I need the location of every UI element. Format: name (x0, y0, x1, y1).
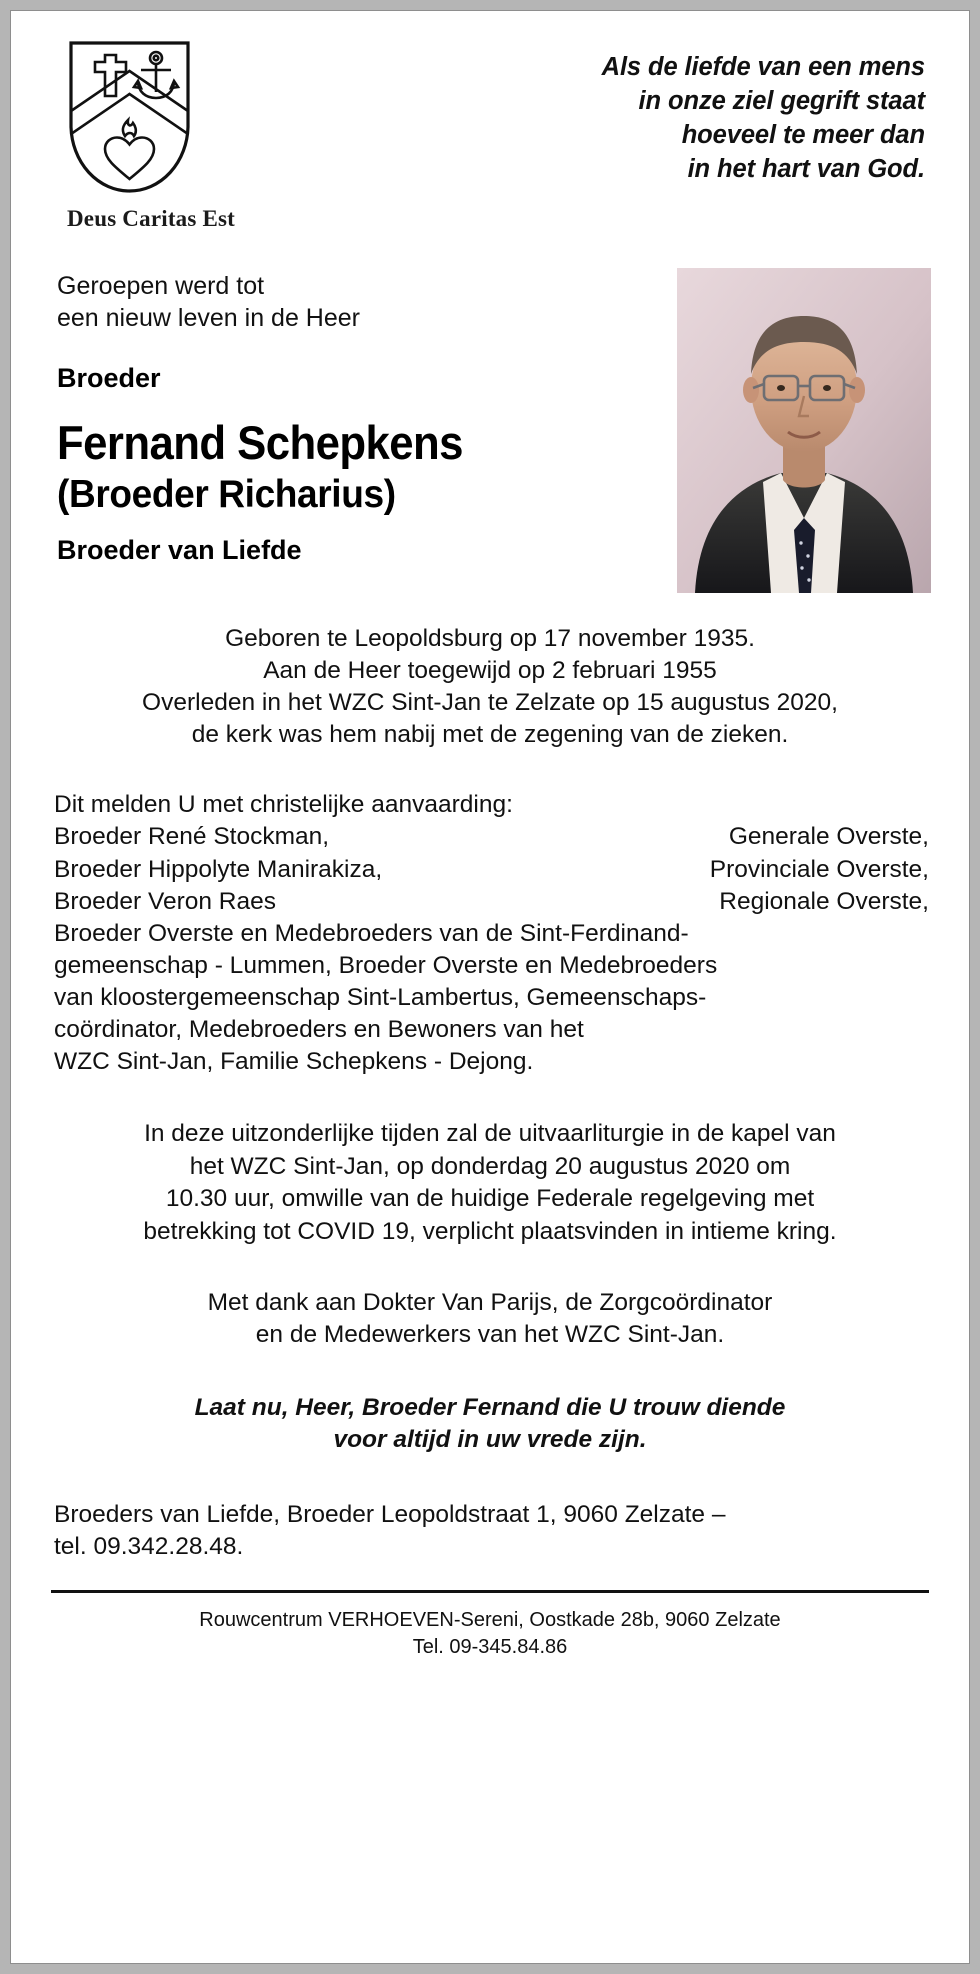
poem-line-2: in onze ziel gegrift staat (638, 86, 925, 115)
order-address (51, 1499, 929, 1564)
announcement-line: coördinator, Medebroeders en Bewoners van het (54, 1016, 584, 1044)
funeral-home-address: Rouwcentrum VERHOEVEN-Sereni, Oostkade 28b, 9060 Zelzate (199, 1609, 781, 1631)
announcement-line: Broeder Overste en Medebroeders van de Sint-Ferdinand- (54, 919, 689, 947)
footer-divider (51, 1590, 929, 1593)
poem-line-4: in het hart van God. (687, 154, 925, 183)
date-line-3: Overleden in het WZC Sint-Jan te Zelzate op 15 augustus 2020, (142, 689, 838, 717)
deceased-religious-name: (Broeder Richarius) (57, 473, 396, 517)
deceased-full-name: Fernand Schepkens (57, 415, 463, 469)
address-line: Broeders van Liefde, Broeder Leopoldstraat 1, 9060 Zelzate – (54, 1500, 726, 1528)
called-line-2: een nieuw leven in de Heer (57, 304, 360, 333)
poem (379, 39, 931, 187)
officer-row (54, 886, 929, 918)
funeral-home-phone: Tel. 09-345.84.86 (412, 1636, 568, 1658)
prayer-line: voor altijd in uw vrede zijn. (333, 1426, 647, 1454)
crest-block (49, 39, 379, 232)
announcement-section (51, 789, 929, 1078)
officer-title: Provinciale Overste, (709, 855, 929, 883)
card-header (11, 11, 969, 232)
officer-title: Regionale Overste, (719, 887, 929, 915)
liturgy-notice (51, 1118, 929, 1248)
coat-of-arms-icon (67, 39, 192, 195)
announcement-line: WZC Sint-Jan, Familie Schepkens - Dejong. (54, 1048, 534, 1076)
officer-name: Broeder René Stockman, (54, 823, 330, 851)
prayer-line: Laat nu, Heer, Broeder Fernand die U trouw diende (194, 1393, 786, 1421)
poem-line-1: Als de liefde van een mens (601, 53, 925, 81)
card-body (11, 623, 969, 1564)
liturgy-line: In deze uitzonderlijke tijden zal de uitvaarliturgie in de kapel van (144, 1120, 836, 1148)
crest-motto: Deus Caritas Est (67, 206, 236, 231)
liturgy-line: betrekking tot COVID 19, verplicht plaatsvinden in intieme kring. (143, 1217, 837, 1245)
officer-title: Generale Overste, (728, 823, 929, 851)
officer-row (54, 821, 929, 853)
poem-line-3: hoeveel te meer dan (681, 120, 925, 149)
thanks-line: en de Medewerkers van het WZC Sint-Jan. (255, 1321, 725, 1349)
identity-section (11, 268, 969, 593)
role-title: Broeder (57, 362, 161, 393)
date-line-1: Geboren te Leopoldsburg op 17 november 1935. (225, 625, 755, 652)
deceased-order: Broeder van Liefde (57, 535, 302, 566)
date-line-4: de kerk was hem nabij met de zegening van de zieken. (191, 721, 789, 749)
date-line-2: Aan de Heer toegewijd op 2 februari 1955 (263, 657, 717, 685)
thanks-note (51, 1287, 929, 1352)
announcement-line: gemeenschap - Lummen, Broeder Overste en Medebroeders (54, 951, 718, 979)
announcement-intro: Dit melden U met christelijke aanvaarding: (54, 791, 513, 819)
announcement-line: van kloostergemeenschap Sint-Lambertus, Gemeenschaps- (54, 983, 707, 1011)
called-text (57, 270, 667, 335)
portrait-photo (677, 268, 931, 593)
officer-name: Broeder Hippolyte Manirakiza, (54, 855, 383, 883)
liturgy-line: het WZC Sint-Jan, op donderdag 20 augustus 2020 om (189, 1152, 791, 1180)
identity-text (49, 268, 667, 566)
thanks-line: Met dank aan Dokter Van Parijs, de Zorgcoördinator (207, 1288, 773, 1316)
closing-prayer (51, 1392, 929, 1457)
address-line: tel. 09.342.28.48. (54, 1533, 244, 1561)
portrait-image (677, 268, 931, 593)
officer-name: Broeder Veron Raes (54, 887, 276, 915)
officer-row (54, 854, 929, 886)
life-dates (51, 623, 929, 751)
liturgy-line: 10.30 uur, omwille van de huidige Federale regelgeving met (165, 1185, 815, 1213)
memorial-card (10, 10, 970, 1964)
funeral-home-footer (11, 1607, 969, 1679)
called-line-1: Geroepen werd tot (57, 272, 265, 300)
